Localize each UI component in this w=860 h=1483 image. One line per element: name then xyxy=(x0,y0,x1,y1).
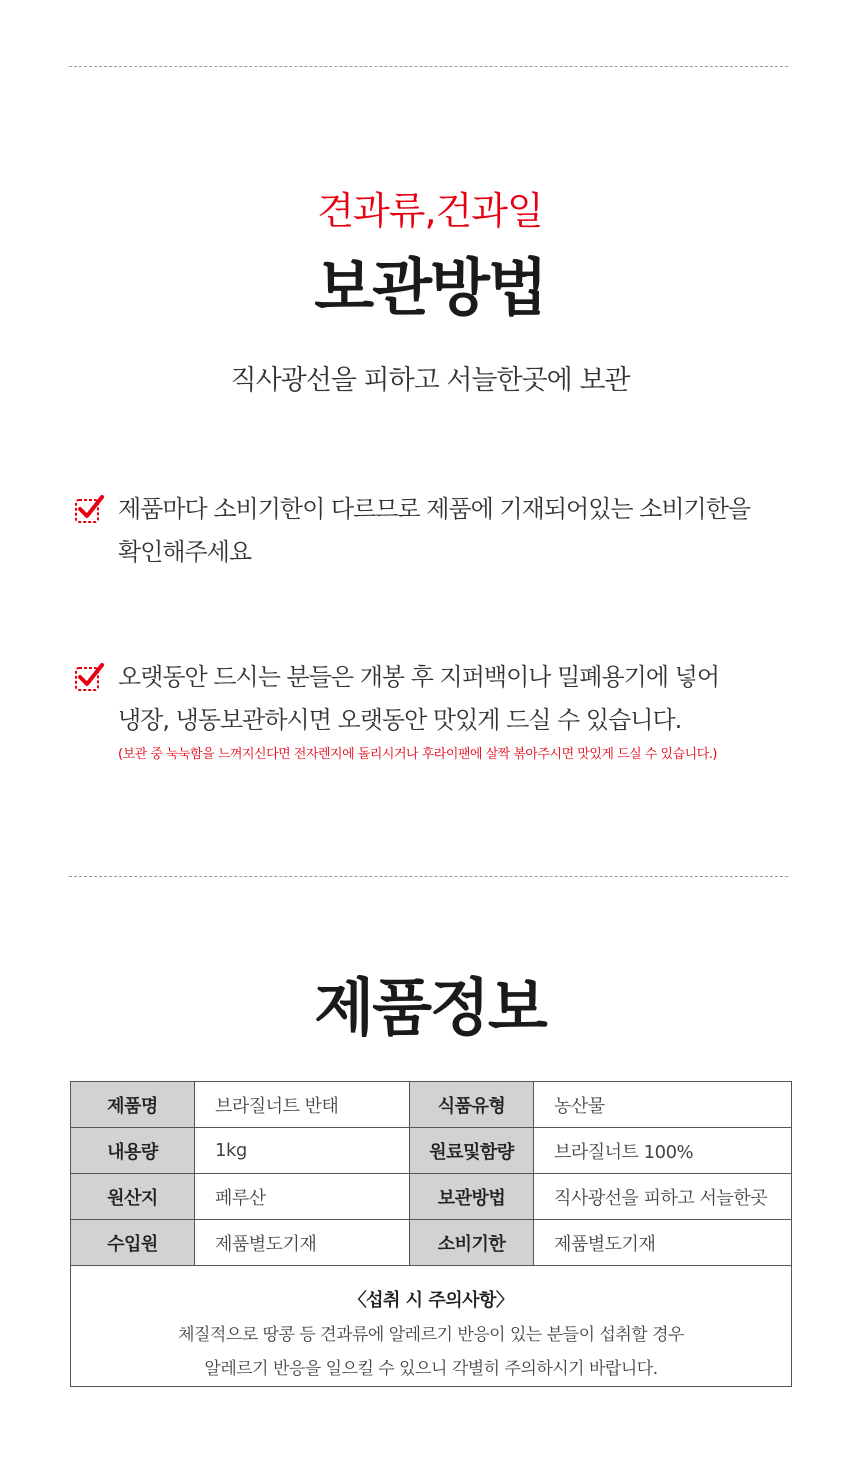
label-cell: 내용량 xyxy=(71,1128,195,1174)
value-cell: 제품별도기재 xyxy=(534,1220,792,1266)
value-cell: 페루산 xyxy=(195,1174,410,1220)
note-1-line-1: 제품마다 소비기한이 다르므로 제품에 기재되어있는 소비기한을 xyxy=(118,495,751,523)
label-cell: 원료및함량 xyxy=(410,1128,534,1174)
value-cell: 브라질너트 100% xyxy=(534,1128,792,1174)
table-row xyxy=(71,1128,792,1174)
note-2-subtext: (보관 중 눅눅함을 느껴지신다면 전자렌지에 돌리시거나 후라이팬에 살짝 볶아주시면 맛있게 드실 수 있습니다.) xyxy=(118,747,717,762)
label-cell: 보관방법 xyxy=(410,1174,534,1220)
storage-description: 직사광선을 피하고 서늘한곳에 보관 xyxy=(230,365,630,396)
value-cell: 농산물 xyxy=(534,1082,792,1128)
label-cell: 원산지 xyxy=(71,1174,195,1220)
label-cell: 식품유형 xyxy=(410,1082,534,1128)
table-row xyxy=(71,1082,792,1128)
storage-note-1 xyxy=(74,494,794,584)
value-cell: 브라질너트 반태 xyxy=(195,1082,410,1128)
checkbox-check-icon xyxy=(74,494,104,524)
note-1-line-2: 확인해주세요 xyxy=(118,538,252,566)
label-cell: 소비기한 xyxy=(410,1220,534,1266)
caution-row xyxy=(71,1266,792,1387)
storage-subtitle: 견과류,건과일 xyxy=(317,189,543,233)
note-2-line-2: 냉장, 냉동보관하시면 오랫동안 맛있게 드실 수 있습니다. xyxy=(118,706,682,734)
product-info-table xyxy=(70,1081,792,1387)
label-cell: 제품명 xyxy=(71,1082,195,1128)
top-divider xyxy=(69,66,788,67)
table-row xyxy=(71,1174,792,1220)
product-info-title: 제품정보 xyxy=(314,971,546,1044)
caution-line-1: 체질적으로 땅콩 등 견과류에 알레르기 반응이 있는 분들이 섭취할 경우 xyxy=(178,1325,684,1345)
caution-line-2: 알레르기 반응을 일으킬 수 있으니 각별히 주의하시기 바랍니다. xyxy=(204,1359,658,1379)
value-cell: 제품별도기재 xyxy=(195,1220,410,1266)
storage-title: 보관방법 xyxy=(314,251,546,324)
table-row xyxy=(71,1220,792,1266)
caution-cell xyxy=(71,1266,792,1387)
checkbox-check-icon xyxy=(74,662,104,692)
note-1-text xyxy=(118,488,798,574)
value-cell: 1kg xyxy=(195,1128,410,1174)
caution-title: 〈섭취 시 주의사항〉 xyxy=(348,1290,514,1311)
middle-divider xyxy=(69,876,788,877)
note-2-line-1: 오랫동안 드시는 분들은 개봉 후 지퍼백이나 밀폐용기에 넣어 xyxy=(118,663,720,691)
storage-note-2 xyxy=(74,662,794,772)
value-cell: 직사광선을 피하고 서늘한곳 xyxy=(534,1174,792,1220)
note-2-text xyxy=(118,656,798,742)
label-cell: 수입원 xyxy=(71,1220,195,1266)
